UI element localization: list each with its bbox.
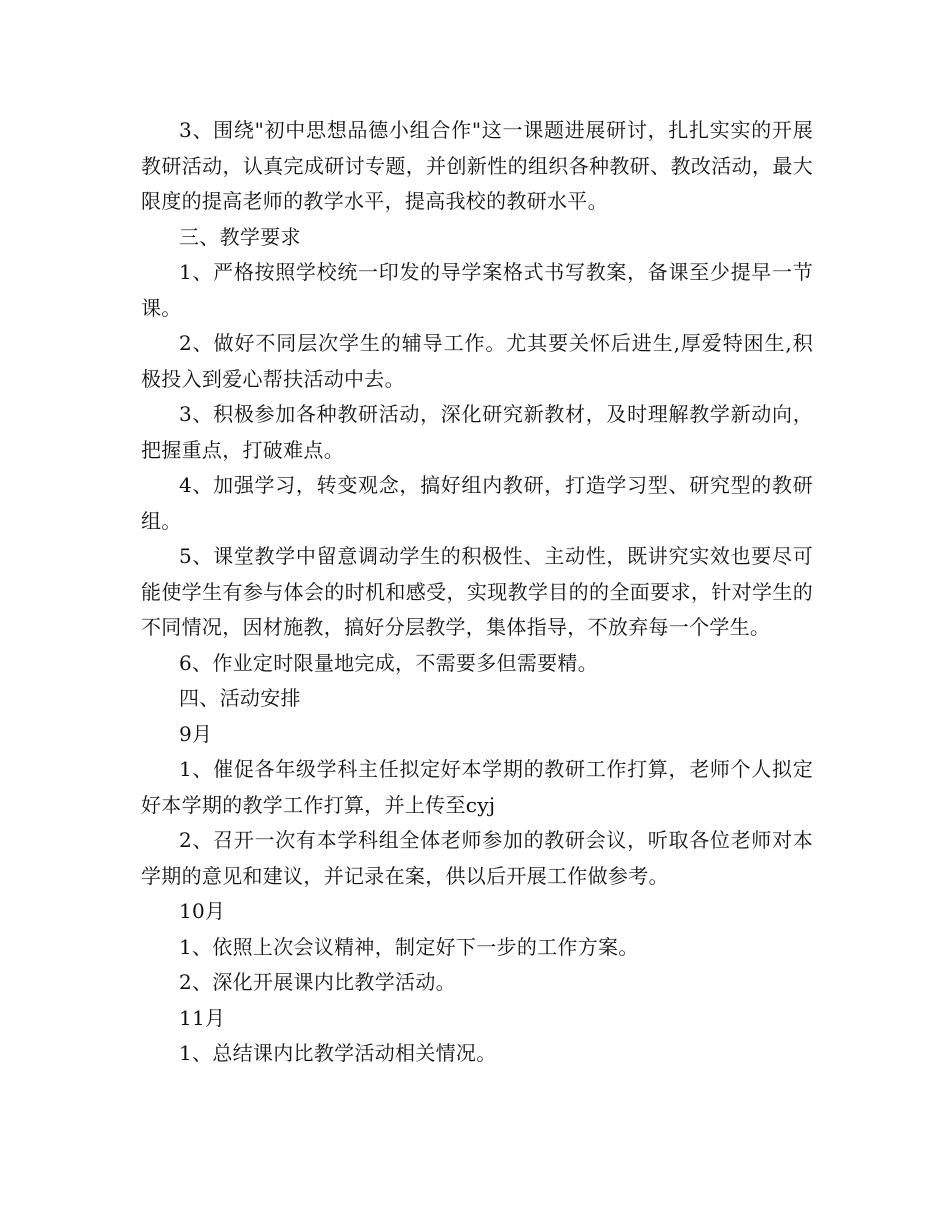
paragraph-november-1: 1、总结课内比教学活动相关情况。 (179, 1041, 497, 1065)
paragraph-october-2: 2、深化开展课内比教学活动。 (179, 970, 456, 994)
month-heading-september: 9月 (179, 721, 213, 746)
paragraph-september-2: 2、召开一次有本学科组全体老师参加的教研会议，听取各位老师对本学期的意见和建议，并记录在案，供以后开展工作做参考。 (141, 828, 813, 888)
paragraph-requirement-2: 2、做好不同层次学生的辅导工作。尤其要关怀后进生,厚爱特困生,积极投入到爱心帮扶活动中去。 (141, 331, 813, 391)
paragraph-requirement-6: 6、作业定时限量地完成，不需要多但需要精。 (179, 650, 599, 675)
section-heading-teaching-requirements: 三、教学要求 (179, 224, 301, 249)
month-heading-november: 11月 (179, 1005, 226, 1030)
paragraph-research-topic: 3、围绕"初中思想品德小组合作"这一课题进展研讨，扎扎实实的开展教研活动，认真完成研讨专题，并创新性的组织各种教研、教改活动，最大限度的提高老师的教学水平，提高我校的教研水平。 (141, 118, 813, 213)
paragraph-requirement-3: 3、积极参加各种教研活动，深化研究新教材，及时理解教学新动向，把握重点，打破难点。 (141, 402, 813, 462)
section-heading-activity-schedule: 四、活动安排 (179, 686, 301, 710)
paragraph-september-1: 1、催促各年级学科主任拟定好本学期的教研工作打算，老师个人拟定好本学期的教学工作打算，并上传至cyj (141, 757, 813, 817)
document-body (141, 113, 813, 1072)
paragraph-requirement-1: 1、严格按照学校统一印发的导学案格式书写教案，备课至少提早一节课。 (141, 260, 813, 320)
month-heading-october: 10月 (179, 899, 226, 923)
paragraph-requirement-4: 4、加强学习，转变观念，搞好组内教研，打造学习型、研究型的教研组。 (141, 473, 813, 533)
paragraph-requirement-5: 5、课堂教学中留意调动学生的积极性、主动性，既讲究实效也要尽可能使学生有参与体会的时机和感受，实现教学目的的全面要求，针对学生的不同情况，因材施教，搞好分层教学，集体指导，不放弃每一个学生。 (141, 544, 813, 639)
paragraph-october-1: 1、依照上次会议精神，制定好下一步的工作方案。 (179, 934, 639, 959)
